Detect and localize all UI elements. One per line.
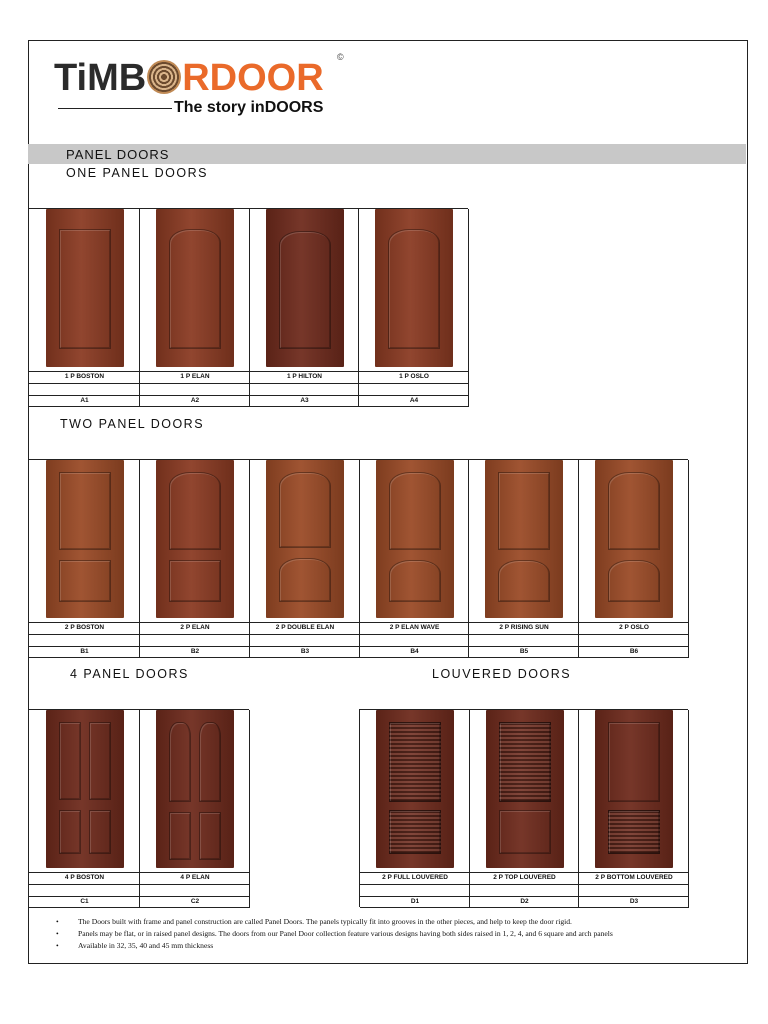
tagline-bold: DOORS: [264, 99, 324, 116]
door-image: [46, 460, 124, 618]
door-cell: [469, 460, 579, 658]
one-panel-heading: ONE PANEL DOORS: [66, 166, 208, 180]
door-code: C2: [190, 898, 200, 905]
door-code: D2: [520, 898, 529, 905]
door-name: 2 P TOP LOUVERED: [493, 874, 556, 881]
door-image: [376, 710, 454, 868]
door-image: [156, 209, 234, 367]
door-cell: [250, 460, 360, 658]
door-cell: [470, 710, 579, 908]
logo-wordmark: [54, 58, 324, 98]
door-code: B6: [629, 648, 639, 655]
section-banner: [28, 144, 746, 164]
door-name: 2 P RISING SUN: [499, 624, 549, 631]
door-image: [156, 460, 234, 618]
door-name: 4 P BOSTON: [64, 874, 105, 881]
door-name: 2 P FULL LOUVERED: [382, 874, 448, 881]
door-name: 1 P HILTON: [286, 373, 323, 380]
door-image: [595, 460, 673, 618]
door-cell: [360, 460, 469, 658]
door-code: A2: [190, 397, 200, 404]
door-name: 2 P ELAN: [180, 624, 210, 631]
door-code: D3: [629, 898, 639, 905]
door-name: 2 P DOUBLE ELAN: [275, 624, 335, 631]
door-name: 2 P OSLO: [619, 624, 649, 631]
door-code: C1: [80, 898, 89, 905]
door-code: B3: [300, 648, 310, 655]
four-panel-heading: 4 PANEL DOORS: [70, 667, 189, 681]
door-code: B2: [190, 648, 200, 655]
note-item: • Available in 32, 35, 40 and 45 mm thickness: [56, 940, 746, 952]
door-cell: [359, 209, 469, 407]
door-cell: [360, 710, 470, 908]
door-code: B4: [410, 648, 419, 655]
door-code: B1: [80, 648, 89, 655]
notes-list: [56, 916, 746, 952]
door-image: [46, 710, 124, 868]
door-image: [595, 710, 673, 868]
door-code: A4: [409, 397, 419, 404]
note-item: • The Doors built with frame and panel construction are called Panel Doors. The panels typically fit into grooves in the other pieces, and help to keep the door rigid.: [56, 916, 746, 928]
door-image: [486, 710, 564, 868]
louvered-doors-grid: [359, 709, 688, 907]
two-panel-doors-grid: [28, 459, 688, 657]
door-name: 2 P BOSTON: [64, 624, 105, 631]
door-name: 2 P ELAN WAVE: [389, 624, 440, 631]
door-cell: [140, 460, 250, 658]
door-image: [376, 460, 454, 618]
logo-rule: [58, 108, 172, 109]
two-panel-heading: TWO PANEL DOORS: [60, 417, 205, 431]
door-code: D1: [410, 898, 420, 905]
louvered-heading: LOUVERED DOORS: [432, 667, 572, 681]
door-cell: [140, 710, 250, 908]
four-panel-doors-grid: [28, 709, 249, 907]
door-image: [266, 460, 344, 618]
door-code: A1: [80, 397, 89, 404]
door-cell: [29, 710, 140, 908]
door-code: A3: [300, 397, 309, 404]
door-name: 1 P ELAN: [180, 373, 210, 380]
door-image: [156, 710, 234, 868]
copyright-mark: ©: [337, 52, 344, 62]
door-cell: [29, 460, 140, 658]
banner-title: PANEL DOORS: [66, 147, 170, 162]
tagline-prefix: The story in: [174, 99, 265, 116]
door-name: 1 P BOSTON: [64, 373, 105, 380]
door-cell: [140, 209, 250, 407]
door-image: [266, 209, 344, 367]
door-cell: [579, 460, 689, 658]
door-name: 1 P OSLO: [399, 373, 429, 380]
door-name: 2 P BOTTOM LOUVERED: [595, 874, 673, 881]
door-image: [375, 209, 453, 367]
door-code: B5: [519, 648, 529, 655]
timberdoor-logo: [54, 52, 354, 128]
door-image: [485, 460, 563, 618]
logo-part-timber: TiMB: [54, 57, 147, 99]
door-cell: [579, 710, 689, 908]
door-cell: [250, 209, 359, 407]
logo-part-door: RDOOR: [182, 57, 324, 99]
tree-rings-icon: [147, 60, 181, 94]
one-panel-doors-grid: [28, 208, 468, 406]
door-cell: [29, 209, 140, 407]
door-name: 4 P ELAN: [180, 874, 210, 881]
door-image: [46, 209, 124, 367]
logo-tagline: [174, 99, 323, 117]
note-item: • Panels may be flat, or in raised panel designs. The doors from our Panel Door collection feature various designs having both sides raised in 1, 2, 4, and 6 square and arch panels: [56, 928, 746, 940]
